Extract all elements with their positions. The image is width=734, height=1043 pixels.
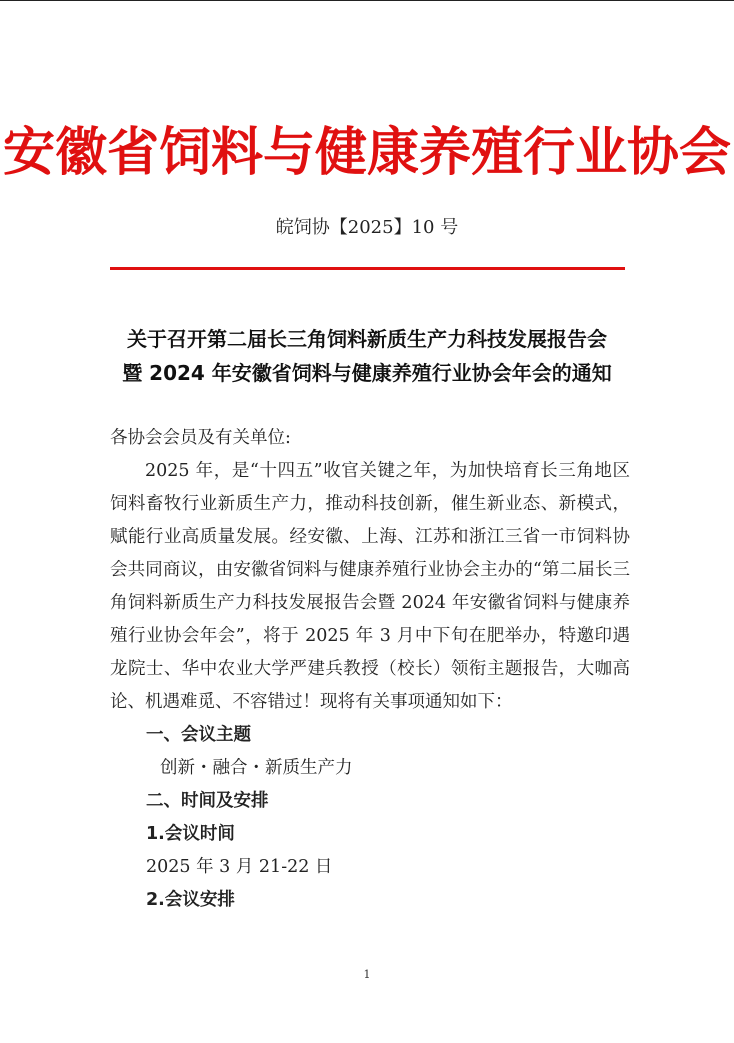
organization-name-header: 安徽省饲料与健康养殖行业协会: [2, 123, 731, 183]
document-number: 皖饲协【2025】10 号: [275, 217, 459, 238]
notice-title-line-1: 关于召开第二届长三角饲料新质生产力科技发展报告会: [127, 327, 607, 351]
item-2-heading: 2.会议安排: [146, 890, 235, 910]
item-1-heading: 1.会议时间: [146, 824, 235, 844]
section-1-text: 创新・融合・新质生产力: [160, 758, 353, 778]
notice-title: [0, 322, 734, 390]
salutation: 各协会会员及有关单位:: [110, 428, 291, 448]
section-1-heading: 一、会议主题: [146, 725, 251, 745]
page-top-border: [0, 0, 734, 1]
item-1-text: 2025 年 3 月 21-22 日: [146, 857, 333, 877]
notice-body: [110, 422, 630, 917]
red-divider-line: [110, 267, 625, 270]
page-number: 1: [363, 968, 371, 981]
intro-paragraph: 2025 年，是“十四五”收官关键之年，为加快培育长三角地区饲料畜牧行业新质生产力，推动科技创新，催生新业态、新模式，赋能行业高质量发展。经安徽、上海、江苏和浙江三省一市饲料协会共同商议，由安徽省饲料与健康养殖行业协会主办的“第二届长三角饲料新质生产力科技发展报告会暨 2024 年安徽省饲料与健康养殖行业协会年会”，将于 2025 年 3 月中下旬在肥举办，特邀印遇龙院士、华中农业大学严建兵教授（校长）领衔主题报告，大咖高论、机遇难觅、不容错过！现将有关事项通知如下：: [110, 461, 630, 712]
notice-title-line-2: 暨 2024 年安徽省饲料与健康养殖行业协会年会的通知: [122, 361, 612, 385]
section-2-heading: 二、时间及安排: [146, 791, 269, 811]
